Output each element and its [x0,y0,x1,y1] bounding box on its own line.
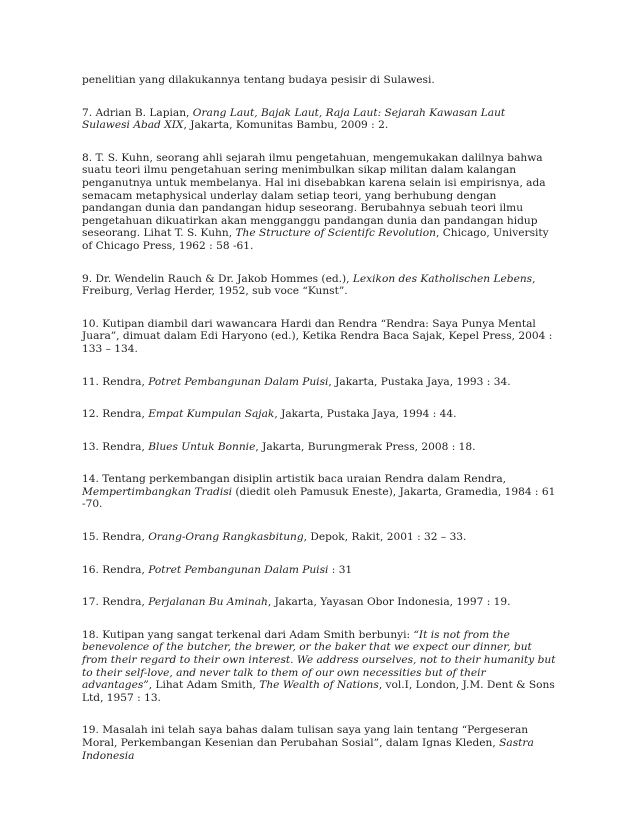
footnote-text-segment: , Jakarta, Pustaka Jaya, 1993 : 34. [328,375,511,388]
footnote-text-segment: , Chicago, University of Chicago Press, 1962 : 58 -61. [82,227,549,252]
footnote-italic-segment: Lexikon des Katholischen Lebens [352,272,533,285]
footnote-text-segment: , Jakarta, Burungmerak Press, 2008 : 18. [255,440,476,453]
footnote-entry [82,724,556,762]
footnote-text-segment: (diedit oleh Pamusuk Eneste), Jakarta, Gramedia, 1984 : 61 -70. [82,485,556,511]
footnote-text-segment: 13. Rendra, [82,440,149,453]
footnote-entry [82,473,556,511]
footnote-text-segment: , Jakarta, Yayasan Obor Indonesia, 1997 : 19. [267,596,511,609]
footnote-entry [82,441,556,454]
footnote-entry [82,564,556,577]
footnote-italic-segment: Empat Kumpulan Sajak [148,408,275,421]
footnote-entry [82,152,556,253]
footnote-italic-segment: Blues Untuk Bonnie [148,440,256,453]
footnote-entry [82,376,556,389]
footnote-entry [82,318,556,356]
footnote-italic-segment: Orang-Orang Rangkasbitung [148,531,304,544]
footnote-text-segment: 10. Kutipan diambil dari wawancara Hardi dan Rendra “Rendra: Saya Punya Mental Juara”, dimuat dalam Edi Haryono (ed.), Ketika Rendra Baca Sajak, Kepel Press, 2004 : 133 – 134. [82,317,553,355]
document-page [82,74,556,782]
footnote-entry [82,273,556,298]
footnote-entry [82,629,556,705]
footnote-entry [82,596,556,609]
footnote-italic-segment: Potret Pembangunan Dalam Puisi [148,375,329,388]
continued-footnote-text [82,74,556,87]
footnote-text-segment: 9. Dr. Wendelin Rauch & Dr. Jakob Hommes (ed.), [82,272,353,285]
footnote-italic-segment: Potret Pembangunan Dalam Puisi [148,563,329,576]
footnote-text-segment: 19. Masalah ini telah saya bahas dalam tulisan saya yang lain tentang “Pergeseran Moral, Perkembangan Kesenian dan Perubahan Sosial”, dalam Ignas Kleden, [82,724,529,749]
footnote-text-segment: , Freiburg, Verlag Herder, 1952, sub voce “Kunst”. [82,272,536,298]
footnote-text-segment: : 31 [328,563,353,576]
footnote-text-segment: 7. Adrian B. Lapian, [82,106,193,119]
footnote-italic-segment: Sastra Indonesia [82,737,534,762]
footnote-italic-segment: The Structure of Scientifc Revolution [235,227,436,240]
footnote-text-segment: , Jakarta, Pustaka Jaya, 1994 : 44. [274,408,457,421]
footnote-entry [82,531,556,544]
footnote-text-segment: 11. Rendra, [82,375,149,388]
footnote-text-segment: 18. Kutipan yang sangat terkenal dari Adam Smith berbunyi: [82,628,414,641]
footnote-text-segment: , Jakarta, Komunitas Bambu, 2009 : 2. [183,119,389,132]
footnote-entry [82,107,556,132]
footnote-text-segment: , vol.I, London, J.M. Dent & Sons Ltd, 1957 : 13. [82,679,555,704]
footnote-text-segment: penelitian yang dilakukannya tentang budaya pesisir di Sulawesi. [82,74,435,86]
footnote-italic-segment: Orang Laut, Bajak Laut, Raja Laut: Sejarah Kawasan Laut Sulawesi Abad XIX [82,106,506,132]
footnote-text-segment: , Lihat Adam Smith, [148,679,260,692]
footnote-text-segment: 15. Rendra, [82,531,149,544]
footnote-entry [82,408,556,421]
footnote-text-segment: , Depok, Rakit, 2001 : 32 – 33. [303,531,467,544]
footnote-text-segment: 8. T. S. Kuhn, seorang ahli sejarah ilmu pengetahuan, mengemukakan dalilnya bahwa suatu teori ilmu pengetahuan sering menimbulkan sikap militan dalam kalangan penganutnya untuk membelanya. Hal ini disebabkan karena selain isi empirisnya, ada semacam metaphysical underlay dalam setiap teori, yang berhubung dengan pandangan dunia dan pandangan hidup seseorang. Berubahnya sebuah teori ilmu pengetahuan dikuatirkan akan mengganggu pandangan dunia dan pandangan hidup seseorang. Lihat T. S. Kuhn, [82,151,546,240]
footnote-italic-segment: Mempertimbangkan Tradisi [82,485,233,498]
footnote-italic-segment: Perjalanan Bu Aminah [148,596,268,609]
footnote-text-segment: 16. Rendra, [82,563,149,576]
footnote-text-segment: 12. Rendra, [82,408,149,421]
footnote-italic-segment: “It is not from the benevolence of the butcher, the brewer, or the baker that we expect our dinner, but from their regard to their own interest. We address ourselves, not to their humanity but to their self-love, and never talk to them of our own necessities but of their advantages” [82,628,556,692]
footnote-text-segment: 14. Tentang perkembangan disiplin artistik baca uraian Rendra dalam Rendra, [82,473,507,486]
footnote-text-segment: 17. Rendra, [82,596,149,609]
footnote-italic-segment: The Wealth of Nations [259,679,379,692]
